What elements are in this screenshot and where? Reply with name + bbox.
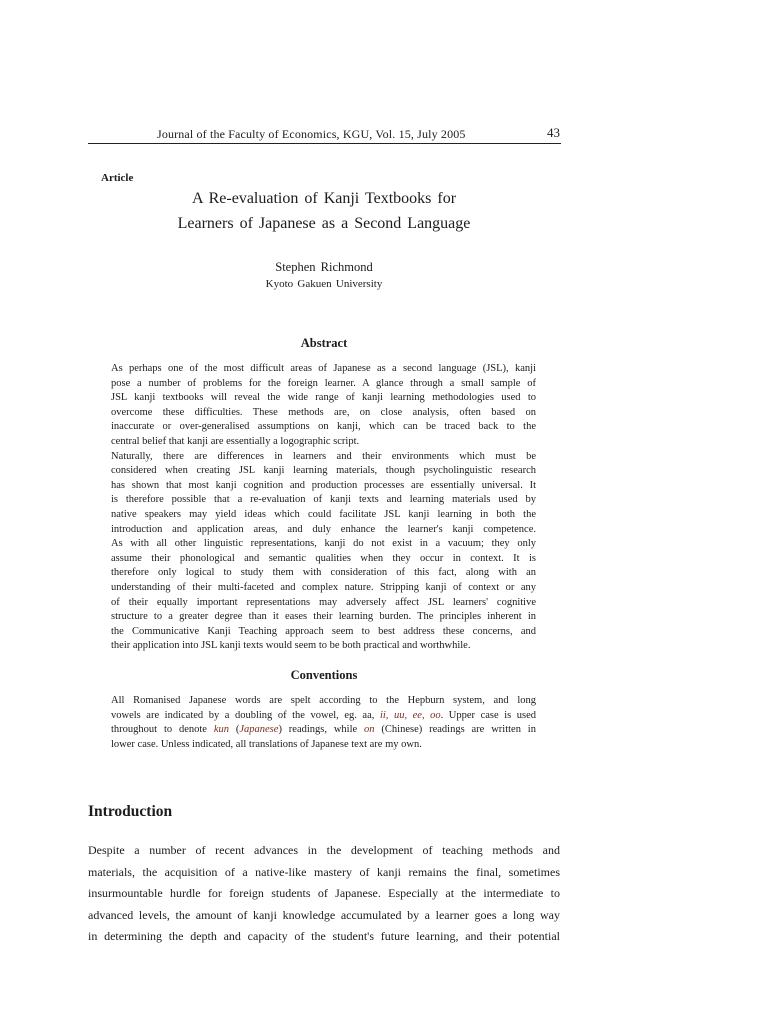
conventions-line: throughout to denote kun (Japanese) readings, while on (Chinese) readings are written in (111, 724, 536, 736)
abstract-line: inaccurate or over-generalised assumptions on kanji, which can be traced back to the (111, 421, 536, 433)
kun-term: kun (213, 724, 229, 736)
abstract-line: has shown that most kanji cognition and production processes are essentially universal. It (111, 479, 536, 491)
running-head (88, 125, 560, 141)
journal-citation: Journal of the Faculty of Economics, KGU, Vol. 15, July 2005 (157, 127, 466, 141)
introduction-heading: Introduction (88, 803, 173, 820)
abstract-line: pose a number of problems for the foreign learner. A glance through a small sample of (111, 377, 536, 389)
abstract-line: structure to a greater degree than it eases their learning burden. The principles inherent in (111, 611, 536, 623)
conventions-line: lower case. Unless indicated, all translations of Japanese text are my own. (111, 738, 422, 750)
abstract-line: Naturally, there are differences in learners and their environments which must be (111, 450, 536, 462)
abstract-line: the Communicative Kanji Teaching approach seem to best address these concerns, and (111, 625, 536, 637)
author-affiliation: Kyoto Gakuen University (265, 278, 383, 290)
romanised-vowels: ii, uu, ee, oo (379, 709, 441, 721)
author-name: Stephen Richmond (275, 260, 373, 274)
abstract-line: of their equally important representations may adversely affect JSL learners' cognitive (111, 596, 536, 608)
conventions-line: vowels are indicated by a doubling of the vowel, eg. aa, ii, uu, ee, oo. Upper case is used (111, 709, 537, 721)
header-rule (88, 143, 561, 144)
introduction-line: materials, the acquisition of a native-like mastery of kanji remains the final, sometimes (88, 864, 560, 879)
abstract-line: As with all other linguistic representations, kanji do not exist in a vacuum; they only (111, 538, 536, 550)
abstract-line: introduction and application areas, and duly enhance the learner's kanji competence. (111, 523, 536, 535)
japanese-term: Japanese (239, 724, 279, 736)
abstract-line: central belief that kanji are essentially a logographic script. (111, 435, 360, 447)
title-line-2: Learners of Japanese as a Second Language (177, 215, 471, 232)
abstract-line: therefore only logical to study them with consideration of this fact, along with an (111, 567, 536, 579)
abstract-line: understanding of their multi-faceted and complex nature. Stripping kanji of context or any (111, 581, 536, 593)
title-line-1: A Re-evaluation of Kanji Textbooks for (191, 190, 457, 207)
abstract-line: As perhaps one of the most difficult areas of Japanese as a second language (JSL), kanji (111, 363, 536, 374)
abstract-line: JSL kanji textbooks will reveal the wide range of kanji learning methodologies used to (111, 392, 536, 404)
introduction-line: insurmountable hurdle for foreign students of Japanese. Especially at the intermediate to (88, 886, 560, 900)
introduction-line: advanced levels, the amount of kanji knowledge accumulated by a learner goes a long way (88, 907, 560, 922)
article-label: Article (101, 172, 134, 184)
on-term: on (364, 724, 375, 736)
abstract-heading: Abstract (300, 336, 348, 350)
abstract-line: overcome these difficulties. These methods are, on close analysis, often based on (111, 406, 536, 418)
introduction-line: Despite a number of recent advances in the development of teaching methods and (88, 843, 560, 857)
abstract-line: their application into JSL kanji texts would seem to be both practical and worthwhile. (111, 640, 471, 652)
abstract-line: considered when creating JSL kanji learning materials, though psycholinguistic research (111, 465, 536, 477)
conventions-line: All Romanised Japanese words are spelt according to the Hepburn system, and long (111, 695, 536, 706)
introduction-line: in determining the depth and capacity of the student's future learning, and their potential (88, 929, 560, 943)
paper-title (88, 186, 560, 236)
abstract-line: is therefore possible that a re-evaluation of kanji texts and learning materials used by (111, 494, 536, 506)
abstract-body (111, 362, 536, 654)
conventions-body (111, 694, 536, 752)
page-number: 43 (547, 125, 560, 140)
abstract-line: assume their phonological and semantic qualities when they occur in context. It is (111, 552, 536, 564)
abstract-line: native speakers may yield ideas which could facilitate JSL kanji learning in both the (111, 508, 536, 520)
introduction-body (88, 840, 560, 948)
conventions-heading: Conventions (290, 668, 358, 682)
